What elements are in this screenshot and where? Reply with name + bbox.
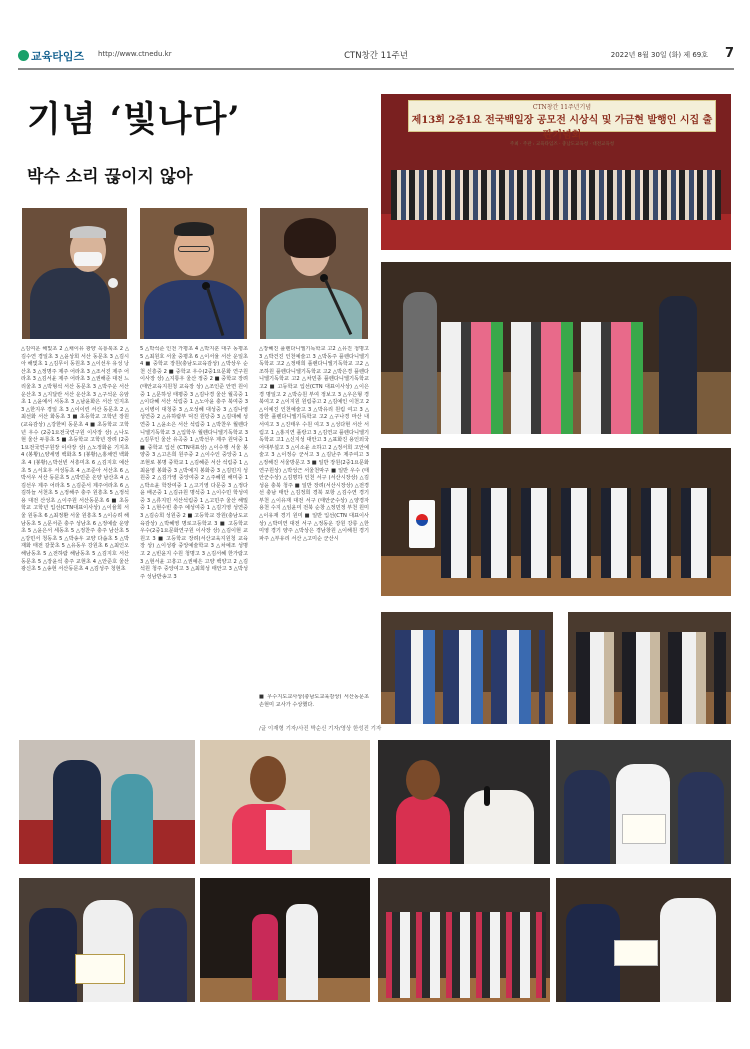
crowd-row [391, 170, 721, 220]
certificate [614, 940, 658, 966]
presenter-right [659, 296, 697, 434]
hair [70, 226, 106, 238]
award-photo-high-school-a [381, 612, 553, 724]
photo-credit: /글 이재형 기자/사진 박순신 기자/영상 한성진 기자 [259, 726, 382, 732]
certificate [622, 814, 666, 844]
award-photo-high-school-b [568, 612, 731, 724]
award-photo-elementary [381, 262, 731, 434]
students-row [441, 488, 711, 578]
page-number: 7 [724, 46, 734, 61]
masthead-logo[interactable]: 교육타임즈 [18, 48, 84, 64]
man-suit-right [139, 908, 187, 1002]
hair [284, 218, 336, 258]
singer-hair [250, 756, 286, 802]
microphone-icon [108, 278, 118, 288]
certificate [75, 954, 125, 984]
children-group [441, 322, 651, 434]
floor [200, 978, 370, 1002]
speaker-photo-2 [140, 208, 247, 339]
winners-column-3: △장혜진 플렌다니엘기독학교 고2 △유진 청명고 3 △박건진 인천예술고 3 △박동주 플렌다니엘기독학교 고2 △정태희 플렌다니엘기독학교 고2 △조하원 플렌다니엘기독학교 고2 △박은경 플렌다니엘기독학교 고2 △차민종 플렌다니엘기독학교 고2 ■ 고등학교 입선(CTN 대표이사상) △이은경 명일고 2 △박승원 부여 정보고 3 △우은형 경북여고 2 △이지원 원림중고 2 △김예인 이천고 2 △이예진 인천예술고 3 △박유리 원림 여고 3 △장한 플렌다니엘기독학교 고2 △구나경 마산 내서여고 3 △진태우 수원 여고 3 △성다현 서산 서림고 1 △홍지연 플랑고 3 △김연교 플렌다니엘기독학교 고1 △신지성 대안고 3 △표화진 용인외국어대부설고 3 △이소윤 소하고 2 △정서희 고안예술고 3 △이정승 군서고 3 △김난주 제주여고 3 △정해진 서울방문고 3 ■ 일반 장원(2중1요문화연구원상) △박성근 서울천막구 ■ 일반 우수 (태안군수상) △김명하 인천 서구 (서산시장상) △김성윤 충북 청주 ■ 일반 장려(서산시장상) △전경선 충남 태안 △김정희 경북 포항 △김수연 경기 부천 △이유재 대전 서구 (태안군수상) △양경자 용천 수지 △임윤미 전북 순창 △정민정 부천 원미 △이유재 경기 원미 ■ 일반 입선(CTN 대표이사상) △박미연 대전 서구 △정동운 강원 강릉 △한미영 경기 양주 △박상은 경남창원 △이해원 경기 파주 △부유리 서산 △고미순 군산시 [259, 346, 369, 542]
banner-organizers: 주최 · 주관 : 교육타임즈 · 충남도교육청 · 대전교육청 [509, 142, 615, 147]
banner-title: 제13회 2중1요 전국백일장 공모전 시상식 및 가금현 발행인 시집 출판기념회 [411, 115, 713, 141]
man-suit-left [564, 770, 610, 864]
music-stand [266, 810, 310, 850]
photo-performer-singer [200, 740, 370, 864]
photo-stage-performance [200, 878, 370, 1002]
boy-shirt [464, 790, 534, 864]
photo-group-stage [378, 878, 550, 1002]
hair [174, 222, 214, 236]
people-row [395, 630, 545, 724]
man-suit-right [678, 772, 724, 864]
event-banner [408, 100, 716, 147]
student-shirt [660, 898, 716, 1002]
seats [19, 820, 195, 864]
section-label: CTN창간 11주년 [344, 51, 408, 61]
man-suit-left [29, 908, 77, 1002]
microphone-icon [484, 786, 490, 806]
page-header [18, 47, 734, 65]
photo-duet [378, 740, 550, 864]
singer-hair [406, 760, 440, 800]
photo-certificate-1 [556, 740, 731, 864]
article-title: 기념 ‘빛나다’ [27, 99, 241, 140]
speaker-figure [144, 280, 244, 339]
people-row [386, 912, 546, 998]
photo-presenters [19, 740, 195, 864]
photo-certificate-2 [19, 878, 195, 1002]
presenter-left [403, 292, 437, 434]
speaker-photo-1 [22, 208, 127, 339]
face-mask-icon [74, 252, 102, 266]
photo-certificate-3 [556, 878, 731, 1002]
banner-kicker: CTN창간 11주년기념 [532, 104, 592, 111]
singer-dress [396, 796, 450, 864]
people-row [576, 632, 726, 724]
man-suit [566, 904, 620, 1002]
article-subtitle: 박수 소리 끊이지 않아 [27, 167, 193, 187]
glasses-icon [178, 246, 210, 252]
winners-column-1: △김여운 해빛초 2 △채이유 광양 옥룡북초 2 △김수연 경일초 3 △윤상희 서산 동문초 3 △김시아 해빛초 1 △김무이 동원초 3 △이선우 유성 낭산초 3 △정명주 제주 어라초 3 △조서진 제주 어라초 3 △김서윤 제주 어라초 3 △권해준 대전 느리울초 3 △박형석 서산 동문초 3 △박주운 서산 운산초 3 △지달란 서산 운산초 3 △구석운 응암초 1 △윤예서 서동초 3 △남윤화은 서산 인지초 3 △한지우 경일 초 3 △이이린 서산 동문초 2 △최선화 서산 화동초 3 ■ 초등학교 고학년 장원(교육감상) △강한비 동문초 4 ■ 초등학교 고학년 우수 (2중1요전국연구원 이사장 상) △나도현 울산 두룡초 5 ■ 초등학교 고학년 장려 (2중1요전국연구원장 이사장 상) △노정화윤 기지초 4 (봉황)△양세영 백화초 5 (봉황)△홍채연 백화초 4 (봉황)△박선빈 서흥미초 6 △김지호 예산초 5 △서효우 서성동초 4 △조준아 서산초 6 △박서우 서산 동문초 5 △박민준 온양 남산초 4 △김선우 제주 어라초 5 △김준서 제주어라초 6 △김하늘 서천초 5 △정해주 충주 원흥초 5 △정석용 대전 산성초 △이주원 서산동문초 6 ■ 초등학교 고학년 입선(CTN대표이사상) △이율희 서울 원동초 6 △최정환 서울 원흥초 5 △이승려 해남동초 5 △문서준 충주 성남초 6 △정예슬 운양초 5 △윤은서 세동초 5 △정찬주 충주 남산초 5 △강민서 청동초 5 △박송우 교양 다솜초 5 △박재화 태전 갈꽃초 5 △유동우 강원초 6 △최인오 해남동초 5 △전하람 해남동초 5 △김지호 서산 동문초 5 △장윤석 충주 교현초 4 △안준호 울산 광신초 5 △송현 서산동문초 4 △김성주 청현초 [21, 346, 129, 573]
woman-blue [111, 774, 153, 864]
boy-shirt [286, 904, 318, 1000]
man-suit [53, 760, 101, 864]
flag-emblem [416, 514, 428, 526]
speaker-figure [30, 268, 110, 339]
winners-column-3-tail: ■ 우수지도교사상(충남도교육감상) 서산동문초 손현미 교사가 수상했다. [259, 694, 369, 708]
winners-column-2: 5 △박석준 인천 가평초 4 △박지훈 대구 동평초 5 △최원호 서울 중평초 6 △이서율 서산 운일초 4 ■ 중학교 장원(충남도교육감상) △박상우 순천 신흥중 2 ■ 중학교 우수(2중1요문화 연구원 이사장 상) △지통우 울산 정중 2 ■ 중학교 장려(태안교육지원청 교육장 상) △조인준 안면 원이중 1 △문하성 태평중 3 △김나경 울산 월곡중 1 △이다혜 서산 석림중 1 △노아윤 충주 북여중 3 △이병이 대청중 3 △오성혜 대성중 3 △김나영 성연중 2 △유하람부 덕진 원당중 3 △김대혜 성연중 1 △윤소은 서산 석림중 1 △박찬우 월렌다니엘기독학교 3 △입학우 월렌다니엘기독학교 3 △김무인 울산 유곡중 1 △박선우 제주 원덕중 1 ■ 중학교 입선 (CTN대표상) △이수행 서울 봉양중 3 △고은희 원주중 2 △이수인 중앙중 1 △조현로 봉명 중학교 1 △김혜준 서산 석림중 1 △최윤영 봉화중 3 △박예지 봉화중 3 △김민지 성원중 2 △김가영 중앙여중 2 △주혜원 해미중 1 △박소윤 학장여중 1 △고기영 다문중 3 △정다윤 배곤중 1 △김규원 명석중 1 △이수민 학성여중 3 △류지민 서산석림중 1 △고민주 울산 해밀중 1 △현수빈 충주 예성여중 1 △김기영 성연중 3 △김승희 성원중 2 ■ 고등학교 장원(충남도교육감상) △박혜영 명로고등학교 3 ■ 고등학교 우수(2중1요문화연구원 이사장 상) △김이현 교원고 3 ■ 고등학교 장려(서산교육지원청 교육장 상) △이성광 중앙예술학교 3 △차예조 성명고 2 △빈윤지 수원 청명고 3 △김서혜 한가람고 3 △현서윤 고흥고 △권예은 고양 백양고 2 △김석원 청주 중앙여고 3 △최희성 태안고 3 △박성주 성남반송고 3 [140, 346, 248, 580]
speaker-photo-3 [260, 208, 368, 339]
award-photo-middle-school [381, 448, 731, 596]
site-url[interactable]: http://www.ctnedu.kr [98, 50, 172, 58]
issue-date: 2022년 8월 30일 (화) 제 69호 [610, 51, 708, 59]
header-divider [18, 68, 734, 70]
singer-dress [252, 914, 278, 1000]
student-shirt [83, 900, 133, 1002]
